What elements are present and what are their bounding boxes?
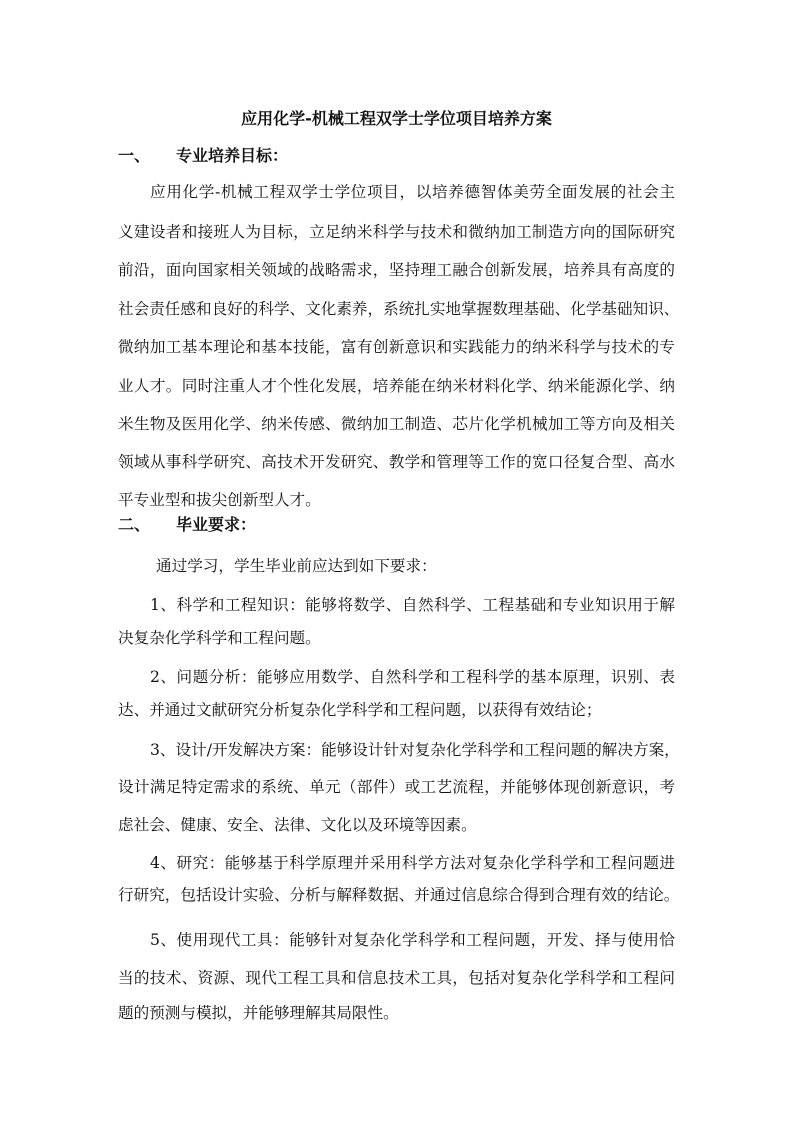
requirement-line: 4、研究：能够基于科学原理并采用科学方法对复杂化学科学和工程问题进 bbox=[150, 854, 675, 872]
paragraph-line: 前沿，面向国家相关领域的战略需求，坚持理工融合创新发展，培养具有高度的 bbox=[118, 261, 675, 279]
requirement-line: 2、问题分析：能够应用数学、自然科学和工程科学的基本原理，识别、表 bbox=[150, 668, 675, 686]
paragraph-line: 应用化学-机械工程双学士学位项目，以培养德智体美劳全面发展的社会主 bbox=[150, 183, 675, 201]
requirement-line: 决复杂化学科学和工程问题。 bbox=[118, 629, 321, 647]
section-title: 毕业要求： bbox=[176, 515, 257, 534]
requirement-line: 1、科学和工程知识：能够将数学、自然科学、工程基础和专业知识用于解 bbox=[150, 596, 675, 614]
section-heading-requirements bbox=[118, 512, 256, 535]
paragraph-line: 微纳加工基本理论和基本技能，富有创新意识和实践能力的纳米科学与技术的专 bbox=[118, 338, 675, 356]
section-number: 一、 bbox=[118, 146, 151, 165]
document-title: 应用化学-机械工程双学士学位项目培养方案 bbox=[241, 109, 552, 128]
section-heading-goals bbox=[118, 143, 288, 166]
requirement-line: 达、并通过文献研究分析复杂化学科学和工程问题，以获得有效结论； bbox=[118, 701, 602, 719]
paragraph-line: 平专业型和拔尖创新型人才。 bbox=[118, 491, 321, 509]
requirement-line: 3、设计/开发解决方案：能够设计针对复杂化学科学和工程问题的解决方案， bbox=[150, 741, 680, 759]
section-title: 专业培养目标： bbox=[176, 146, 289, 165]
requirement-line: 设计满足特定需求的系统、单元（部件）或工艺流程，并能够体现创新意识，考 bbox=[118, 778, 675, 796]
paragraph-line: 米生物及医用化学、纳米传感、微纳加工制造、芯片化学机械加工等方向及相关 bbox=[118, 415, 675, 433]
requirement-line: 题的预测与模拟，并能够理解其局限性。 bbox=[118, 1004, 399, 1022]
paragraph-line: 业人才。同时注重人才个性化发展，培养能在纳米材料化学、纳米能源化学、纳 bbox=[118, 377, 675, 395]
paragraph-line: 社会责任感和良好的科学、文化素养，系统扎实地掌握数理基础、化学基础知识、 bbox=[118, 300, 680, 318]
requirement-line: 当的技术、资源、现代工程工具和信息技术工具，包括对复杂化学科学和工程问 bbox=[118, 969, 675, 987]
paragraph-line: 领域从事科学研究、高技术开发研究、教学和管理等工作的宽口径复合型、高水 bbox=[118, 453, 675, 471]
section-number: 二、 bbox=[118, 515, 151, 534]
requirement-line: 5、使用现代工具：能够针对复杂化学科学和工程问题，开发、择与使用恰 bbox=[150, 931, 675, 949]
paragraph-line: 义建设者和接班人为目标，立足纳米科学与技术和微纳加工制造方向的国际研究 bbox=[118, 223, 675, 241]
paragraph-line: 通过学习，学生毕业前应达到如下要求： bbox=[156, 557, 437, 575]
requirement-line: 行研究，包括设计实验、分析与解释数据、并通过信息综合得到合理有效的结论。 bbox=[118, 886, 680, 904]
requirement-line: 虑社会、健康、安全、法律、文化以及环境等因素。 bbox=[118, 816, 477, 834]
